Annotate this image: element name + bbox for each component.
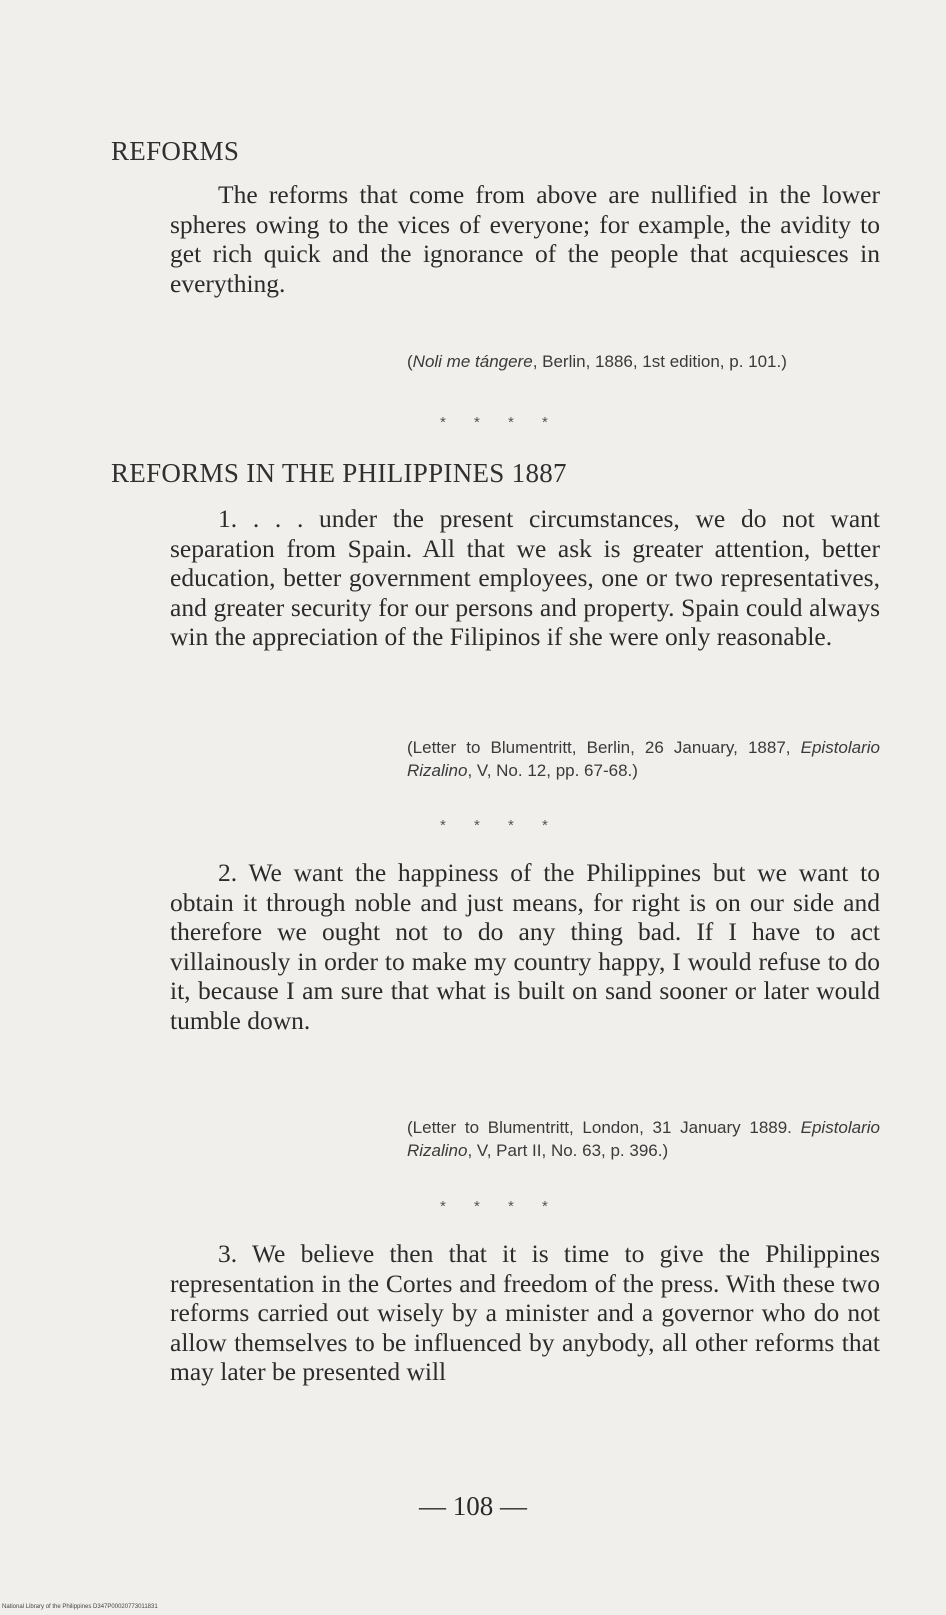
citation-title: Noli me tángere <box>412 352 533 371</box>
paragraph-item-1: 1. . . . under the present circumstances, we do not want separation from Spain. All that we ask is greater attention, better education, better government employees, one or two representatives, and greater security for our persons and property. Spain could always win the appreciation of the Filipinos if she were only reasonable. <box>170 504 880 652</box>
citation-noli-me-tangere <box>407 350 880 373</box>
separator-stars: * * * * <box>440 817 560 834</box>
citation-open: ( <box>407 352 413 371</box>
scan-footer-note: National Library of the Philippines D347P00020773011831 <box>2 1604 158 1610</box>
section-heading-reforms: REFORMS <box>111 136 240 166</box>
citation-open: (Letter to Blumentritt, London, 31 January 1889. <box>407 1118 801 1137</box>
page-number: — 108 — <box>419 1491 527 1521</box>
citation-rest: , V, Part II, No. 63, p. 396.) <box>467 1141 669 1160</box>
paragraph-item-3: 3. We believe then that it is time to give the Philippines representation in the Cortes and freedom of the press. With these two reforms carried out wisely by a minister and a governor who do not allow themselves to be influenced by anybody, all other reforms that may later be presented will <box>170 1239 880 1387</box>
separator-stars: * * * * <box>440 1198 560 1215</box>
paragraph-item-2: 2. We want the happiness of the Philippines but we want to obtain it through noble and just means, for right is on our side and therefore we ought not to do any thing bad. If I have to act villainously in order to make my country happy, I would refuse to do it, because I am sure that what is built on sand sooner or later would tumble down. <box>170 858 880 1035</box>
citation-open: (Letter to Blumentritt, Berlin, 26 January, 1887, <box>407 738 801 757</box>
citation-letter-berlin <box>407 736 880 782</box>
separator-stars: * * * * <box>440 414 560 431</box>
citation-title: Epistolario Rizalino <box>407 738 880 780</box>
citation-rest: , Berlin, 1886, 1st edition, p. 101.) <box>532 352 787 371</box>
paragraph-reforms: The reforms that come from above are nullified in the lower spheres owing to the vices of everyone; for example, the avidity to get rich quick and the ignorance of the people that acquiesces in everything. <box>170 180 880 298</box>
citation-letter-london <box>407 1116 880 1162</box>
citation-title: Epistolario Rizalino <box>407 1118 880 1160</box>
section-heading-reforms-philippines: REFORMS IN THE PHILIPPINES 1887 <box>111 458 567 488</box>
citation-rest: , V, No. 12, pp. 67-68.) <box>467 761 638 780</box>
